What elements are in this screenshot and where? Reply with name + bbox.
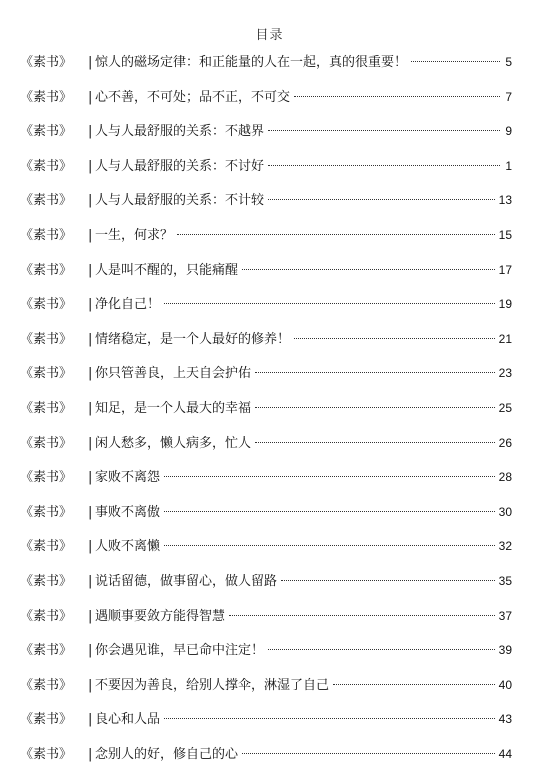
toc-entry-dot-leader <box>268 199 495 200</box>
toc-entry-book: 《素书》 <box>20 400 73 416</box>
toc-entry-title[interactable]: 人败不离懒 <box>95 539 161 555</box>
toc-entry-book: 《素书》 <box>20 262 73 278</box>
toc-entry-book: 《素书》 <box>20 470 73 486</box>
toc-entry[interactable] <box>20 426 512 461</box>
toc-entry-separator: | <box>88 470 93 486</box>
toc-entry-title[interactable]: 事败不离傲 <box>95 504 161 520</box>
toc-entry-separator: | <box>88 297 93 313</box>
toc-entry-separator: | <box>88 504 93 520</box>
toc-entry-dot-leader <box>294 96 500 97</box>
toc-entry[interactable] <box>20 114 512 149</box>
toc-entry-title[interactable]: 人与人最舒服的关系：不越界 <box>95 124 265 140</box>
toc-entry[interactable] <box>20 218 512 253</box>
toc-entry-book: 《素书》 <box>20 89 73 105</box>
toc-entry-dot-leader <box>255 407 495 408</box>
toc-entry-dot-leader <box>268 165 500 166</box>
toc-entry-book: 《素书》 <box>20 193 73 209</box>
toc-entry[interactable] <box>20 287 512 322</box>
toc-entry-dot-leader <box>268 130 500 131</box>
toc-entry-book: 《素书》 <box>20 643 73 659</box>
toc-entry[interactable] <box>20 529 512 564</box>
toc-entry-title[interactable]: 你会遇见谁，早已命中注定！ <box>95 643 265 659</box>
toc-entry-separator: | <box>88 89 93 105</box>
toc-entry[interactable] <box>20 564 512 599</box>
toc-entry-page-number[interactable]: 9 <box>505 124 512 139</box>
toc-entry-dot-leader <box>294 338 495 339</box>
toc-entry-title[interactable]: 遇顺事要敛方能得智慧 <box>95 608 226 624</box>
toc-entry[interactable] <box>20 80 512 115</box>
toc-entry-title[interactable]: 惊人的磁场定律：和正能量的人在一起，真的很重要！ <box>95 55 408 70</box>
toc-entry-separator: | <box>88 227 93 243</box>
toc-entry-book: 《素书》 <box>20 297 73 313</box>
toc-entry[interactable] <box>20 460 512 495</box>
toc-entry-dot-leader <box>411 61 500 62</box>
toc-entry-title[interactable]: 良心和人品 <box>95 712 161 728</box>
toc-entry-title[interactable]: 知足，是一个人最大的幸福 <box>95 400 252 416</box>
toc-entry-page-number[interactable]: 35 <box>498 573 512 588</box>
toc-entry-dot-leader <box>281 580 495 581</box>
toc-entry-separator: | <box>88 608 93 624</box>
toc-entry-separator: | <box>88 435 93 451</box>
toc-entry-page-number[interactable]: 19 <box>498 297 512 312</box>
toc-entry[interactable] <box>20 45 512 80</box>
toc-entry-separator: | <box>88 712 93 728</box>
toc-entry-separator: | <box>88 539 93 555</box>
toc-entry-title[interactable]: 家败不离怨 <box>95 470 161 486</box>
toc-entry-book: 《素书》 <box>20 504 73 520</box>
toc-entry-dot-leader <box>242 753 495 754</box>
toc-entry[interactable] <box>20 253 512 288</box>
toc-entry-separator: | <box>88 193 93 209</box>
toc-entry-page-number[interactable]: 25 <box>498 400 512 415</box>
toc-entry-dot-leader <box>164 718 495 719</box>
toc-entry-title[interactable]: 说话留德，做事留心，做人留路 <box>95 573 278 589</box>
toc-entry-page-number[interactable]: 28 <box>498 470 512 485</box>
toc-entry-page-number[interactable]: 13 <box>498 193 512 208</box>
toc-entry[interactable] <box>20 633 512 668</box>
toc-entry-page-number[interactable]: 39 <box>498 643 512 658</box>
toc-entry-dot-leader <box>333 684 495 685</box>
toc-entry-dot-leader <box>242 269 495 270</box>
toc-entry-dot-leader <box>255 372 495 373</box>
toc-entry-book: 《素书》 <box>20 608 73 624</box>
toc-entry-book: 《素书》 <box>20 539 73 555</box>
toc-entry-dot-leader <box>229 615 495 616</box>
toc-entry[interactable] <box>20 391 512 426</box>
toc-entry-page-number[interactable]: 17 <box>498 262 512 277</box>
toc-entry-page-number[interactable]: 30 <box>498 504 512 519</box>
toc-entry-separator: | <box>88 400 93 416</box>
toc-entry-title[interactable]: 人是叫不醒的，只能痛醒 <box>95 262 239 278</box>
toc-entry-dot-leader <box>268 649 495 650</box>
toc-entry-book: 《素书》 <box>20 124 73 140</box>
toc-entry-book: 《素书》 <box>20 158 73 174</box>
toc-entry-page-number[interactable]: 21 <box>498 331 512 346</box>
toc-entry-page-number[interactable]: 44 <box>498 746 512 761</box>
toc-entry-page-number[interactable]: 23 <box>498 366 512 381</box>
toc-entry-title[interactable]: 情绪稳定，是一个人最好的修养！ <box>95 331 291 347</box>
toc-title: 目录 <box>255 28 284 43</box>
toc-entry-page-number[interactable]: 40 <box>498 677 512 692</box>
toc-entry-dot-leader <box>164 476 495 477</box>
toc-entry-dot-leader <box>164 545 495 546</box>
toc-entry-book: 《素书》 <box>20 435 73 451</box>
toc-entry-dot-leader <box>255 442 495 443</box>
toc-entry-separator: | <box>88 55 93 70</box>
toc-entry-separator: | <box>88 643 93 659</box>
toc-entry-page-number[interactable]: 32 <box>498 539 512 554</box>
toc-entry[interactable] <box>20 322 512 357</box>
toc-entry-book: 《素书》 <box>20 331 73 347</box>
toc-entry-book: 《素书》 <box>20 677 73 693</box>
toc-entry-page-number[interactable]: 1 <box>505 158 512 173</box>
toc-entry-dot-leader <box>164 303 495 304</box>
toc-entry-dot-leader <box>177 234 495 235</box>
toc-entry-separator: | <box>88 366 93 382</box>
toc-entry[interactable] <box>20 599 512 634</box>
toc-entry-title[interactable]: 心不善，不可处；品不正，不可交 <box>95 89 291 105</box>
toc-entry-title[interactable]: 不要因为善良，给别人撑伞，淋湿了自己 <box>95 677 330 693</box>
toc-entry-book: 《素书》 <box>20 746 73 762</box>
toc-entry-separator: | <box>88 573 93 589</box>
toc-list <box>20 45 512 771</box>
toc-entry-page-number[interactable]: 26 <box>498 435 512 450</box>
toc-entry[interactable] <box>20 702 512 737</box>
toc-entry-separator: | <box>88 331 93 347</box>
toc-entry-book: 《素书》 <box>20 712 73 728</box>
toc-entry-book: 《素书》 <box>20 366 73 382</box>
toc-entry-page-number[interactable]: 43 <box>498 712 512 727</box>
toc-entry-separator: | <box>88 677 93 693</box>
toc-entry-separator: | <box>88 158 93 174</box>
toc-entry-title[interactable]: 一生，何求？ <box>95 227 174 243</box>
toc-entry[interactable] <box>20 737 512 772</box>
toc-entry-title[interactable]: 净化自己！ <box>95 297 161 313</box>
toc-entry-page-number[interactable]: 15 <box>498 227 512 242</box>
toc-entry-separator: | <box>88 746 93 762</box>
toc-entry-page-number[interactable]: 37 <box>498 608 512 623</box>
toc-entry[interactable] <box>20 356 512 391</box>
toc-entry-title[interactable]: 你只管善良，上天自会护佑 <box>95 366 252 382</box>
toc-entry-page-number[interactable]: 5 <box>505 55 512 69</box>
toc-entry-book: 《素书》 <box>20 573 73 589</box>
toc-entry-separator: | <box>88 124 93 140</box>
toc-entry-book: 《素书》 <box>20 55 73 70</box>
toc-entry-title[interactable]: 念别人的好，修自己的心 <box>95 746 239 762</box>
toc-entry[interactable] <box>20 495 512 530</box>
toc-entry-page-number[interactable]: 7 <box>505 89 512 104</box>
toc-entry-title[interactable]: 人与人最舒服的关系：不讨好 <box>95 158 265 174</box>
toc-entry[interactable] <box>20 149 512 184</box>
toc-entry-separator: | <box>88 262 93 278</box>
toc-entry-title[interactable]: 人与人最舒服的关系：不计较 <box>95 193 265 209</box>
toc-entry-book: 《素书》 <box>20 227 73 243</box>
toc-entry[interactable] <box>20 183 512 218</box>
toc-entry-title[interactable]: 闲人愁多，懒人病多，忙人 <box>95 435 252 451</box>
toc-entry[interactable] <box>20 668 512 703</box>
toc-entry-dot-leader <box>164 511 495 512</box>
